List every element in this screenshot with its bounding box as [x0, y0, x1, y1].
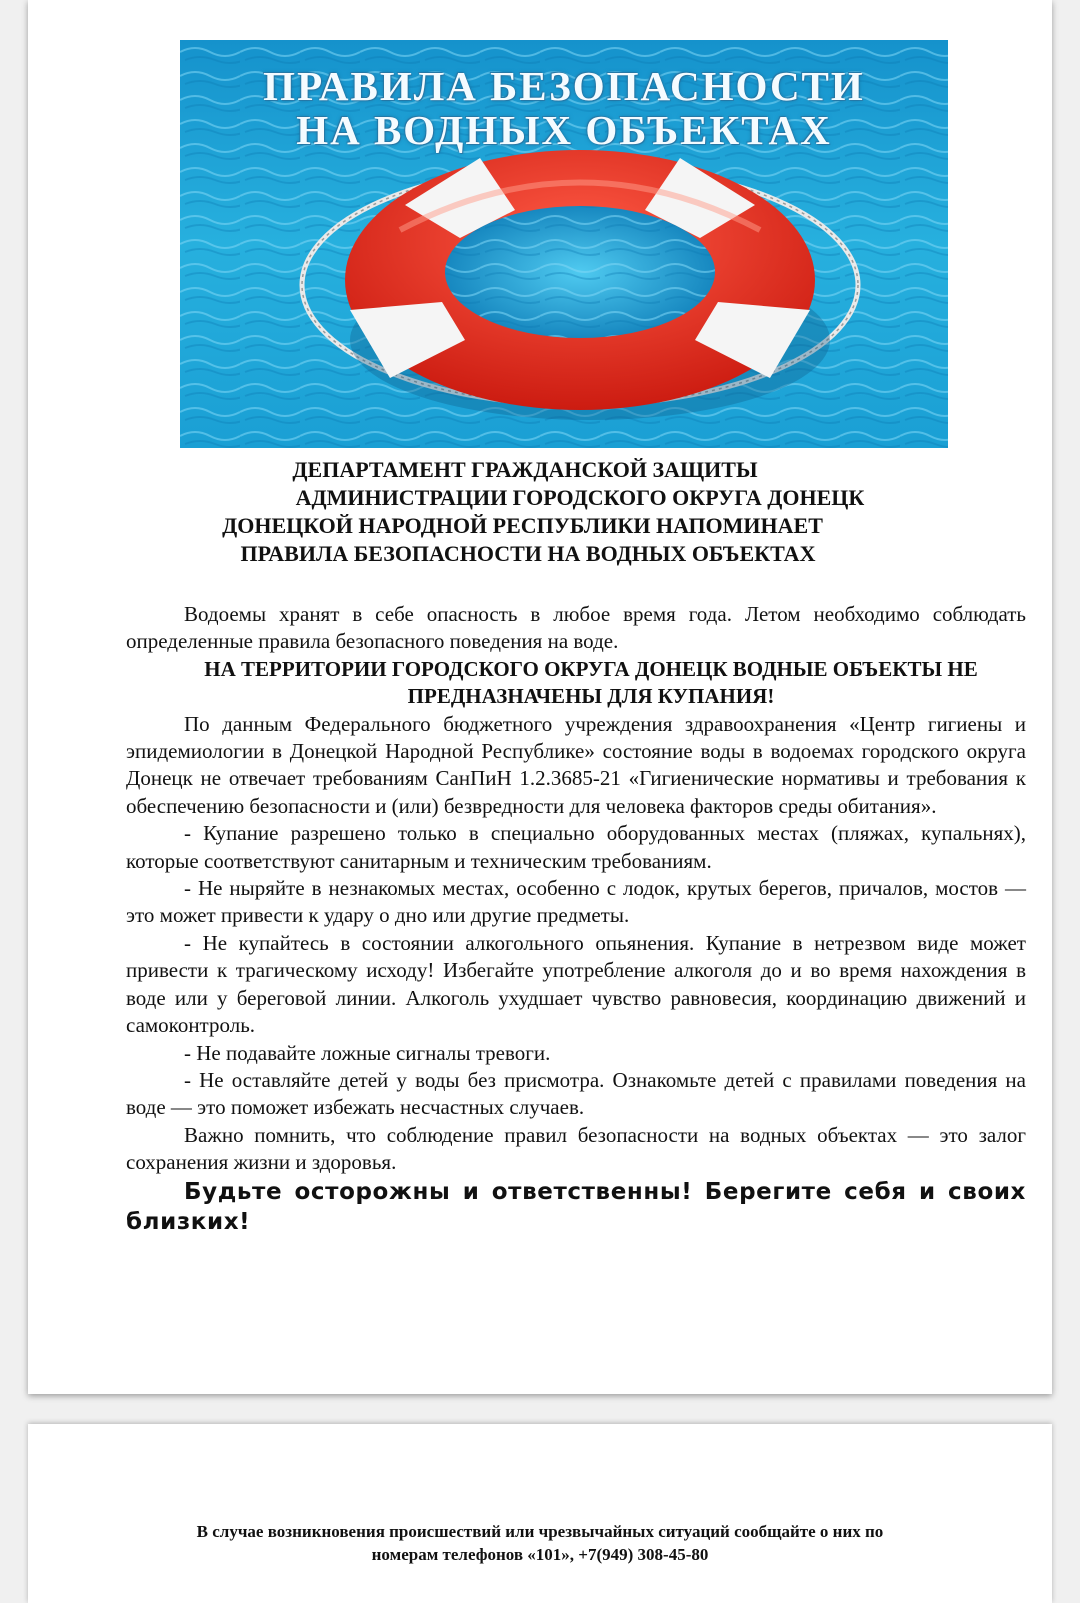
heading-line2: АДМИНИСТРАЦИИ ГОРОДСКОГО ОКРУГА ДОНЕЦК	[295, 485, 865, 510]
body-text	[126, 601, 1026, 1237]
important-paragraph: Важно помнить, что соблюдение правил безопасности на водных объектах — это залог сохранения жизни и здоровья.	[126, 1122, 1026, 1175]
emergency-contacts	[28, 1520, 1052, 1566]
heading-line1: ДЕПАРТАМЕНТ ГРАЖДАНСКОЙ ЗАЩИТЫ	[292, 457, 758, 482]
final-appeal: Будьте осторожны и ответственны! Берегите себя и своих близких!	[126, 1178, 1026, 1235]
footer-line1: В случае возникновения происшествий или чрезвычайных ситуаций сообщайте о них по	[196, 1522, 884, 1541]
banner-image	[180, 40, 948, 448]
rule-item: - Купание разрешено только в специально оборудованных местах (пляжах, купальнях), которые соответствуют санитарным и техническим требованиям.	[126, 821, 1026, 873]
document-page-2	[28, 1424, 1052, 1603]
rule-item: - Не купайтесь в состоянии алкогольного опьянения. Купание в нетрезвом виде может привести к трагическому исходу! Избегайте употребление алкоголя до и во время нахождения в воде или у береговой линии. Алкоголь ухудшает чувство равновесия, координацию движений и самоконтроль.	[126, 930, 1026, 1038]
banner-title-line2: НА ВОДНЫХ ОБЪЕКТАХ	[296, 107, 832, 153]
document-page-1	[28, 0, 1052, 1394]
banner-title-line1: ПРАВИЛА БЕЗОПАСНОСТИ	[263, 63, 865, 109]
rule-item: - Не подавайте ложные сигналы тревоги.	[184, 1040, 551, 1065]
rule-item: - Не ныряйте в незнакомых местах, особенно с лодок, крутых берегов, причалов, мостов — это может привести к удару о дно или другие предметы.	[126, 876, 1026, 928]
intro-paragraph: Водоемы хранят в себе опасность в любое время года. Летом необходимо соблюдать определенные правила безопасного поведения на воде.	[126, 602, 1026, 654]
rule-item: - Не оставляйте детей у воды без присмотра. Ознакомьте детей с правилами поведения на воде — это поможет избежать несчастных случаев.	[126, 1067, 1026, 1120]
warning-paragraph: НА ТЕРРИТОРИИ ГОРОДСКОГО ОКРУГА ДОНЕЦК ВОДНЫЕ ОБЪЕКТЫ НЕ ПРЕДНАЗНАЧЕНЫ ДЛЯ КУПАНИЯ!	[204, 656, 978, 709]
heading-line3: ДОНЕЦКОЙ НАРОДНОЙ РЕСПУБЛИКИ НАПОМИНАЕТ	[222, 513, 823, 538]
data-paragraph: По данным Федерального бюджетного учреждения здравоохранения «Центр гигиены и эпидемиологии в Донецкой Народной Республике» состояние воды в водоемах городского округа Донецк не отвечает требованиям СанПиН 1.2.3685-21 «Гигиенические нормативы и требования к обеспечению безопасности и (или) безвредности для человека факторов среды обитания».	[126, 711, 1026, 818]
footer-line2: номерам телефонов «101», +7(949) 308-45-80	[371, 1545, 709, 1564]
heading-line4: ПРАВИЛА БЕЗОПАСНОСТИ НА ВОДНЫХ ОБЪЕКТАХ	[240, 541, 816, 566]
department-heading	[28, 456, 1052, 568]
